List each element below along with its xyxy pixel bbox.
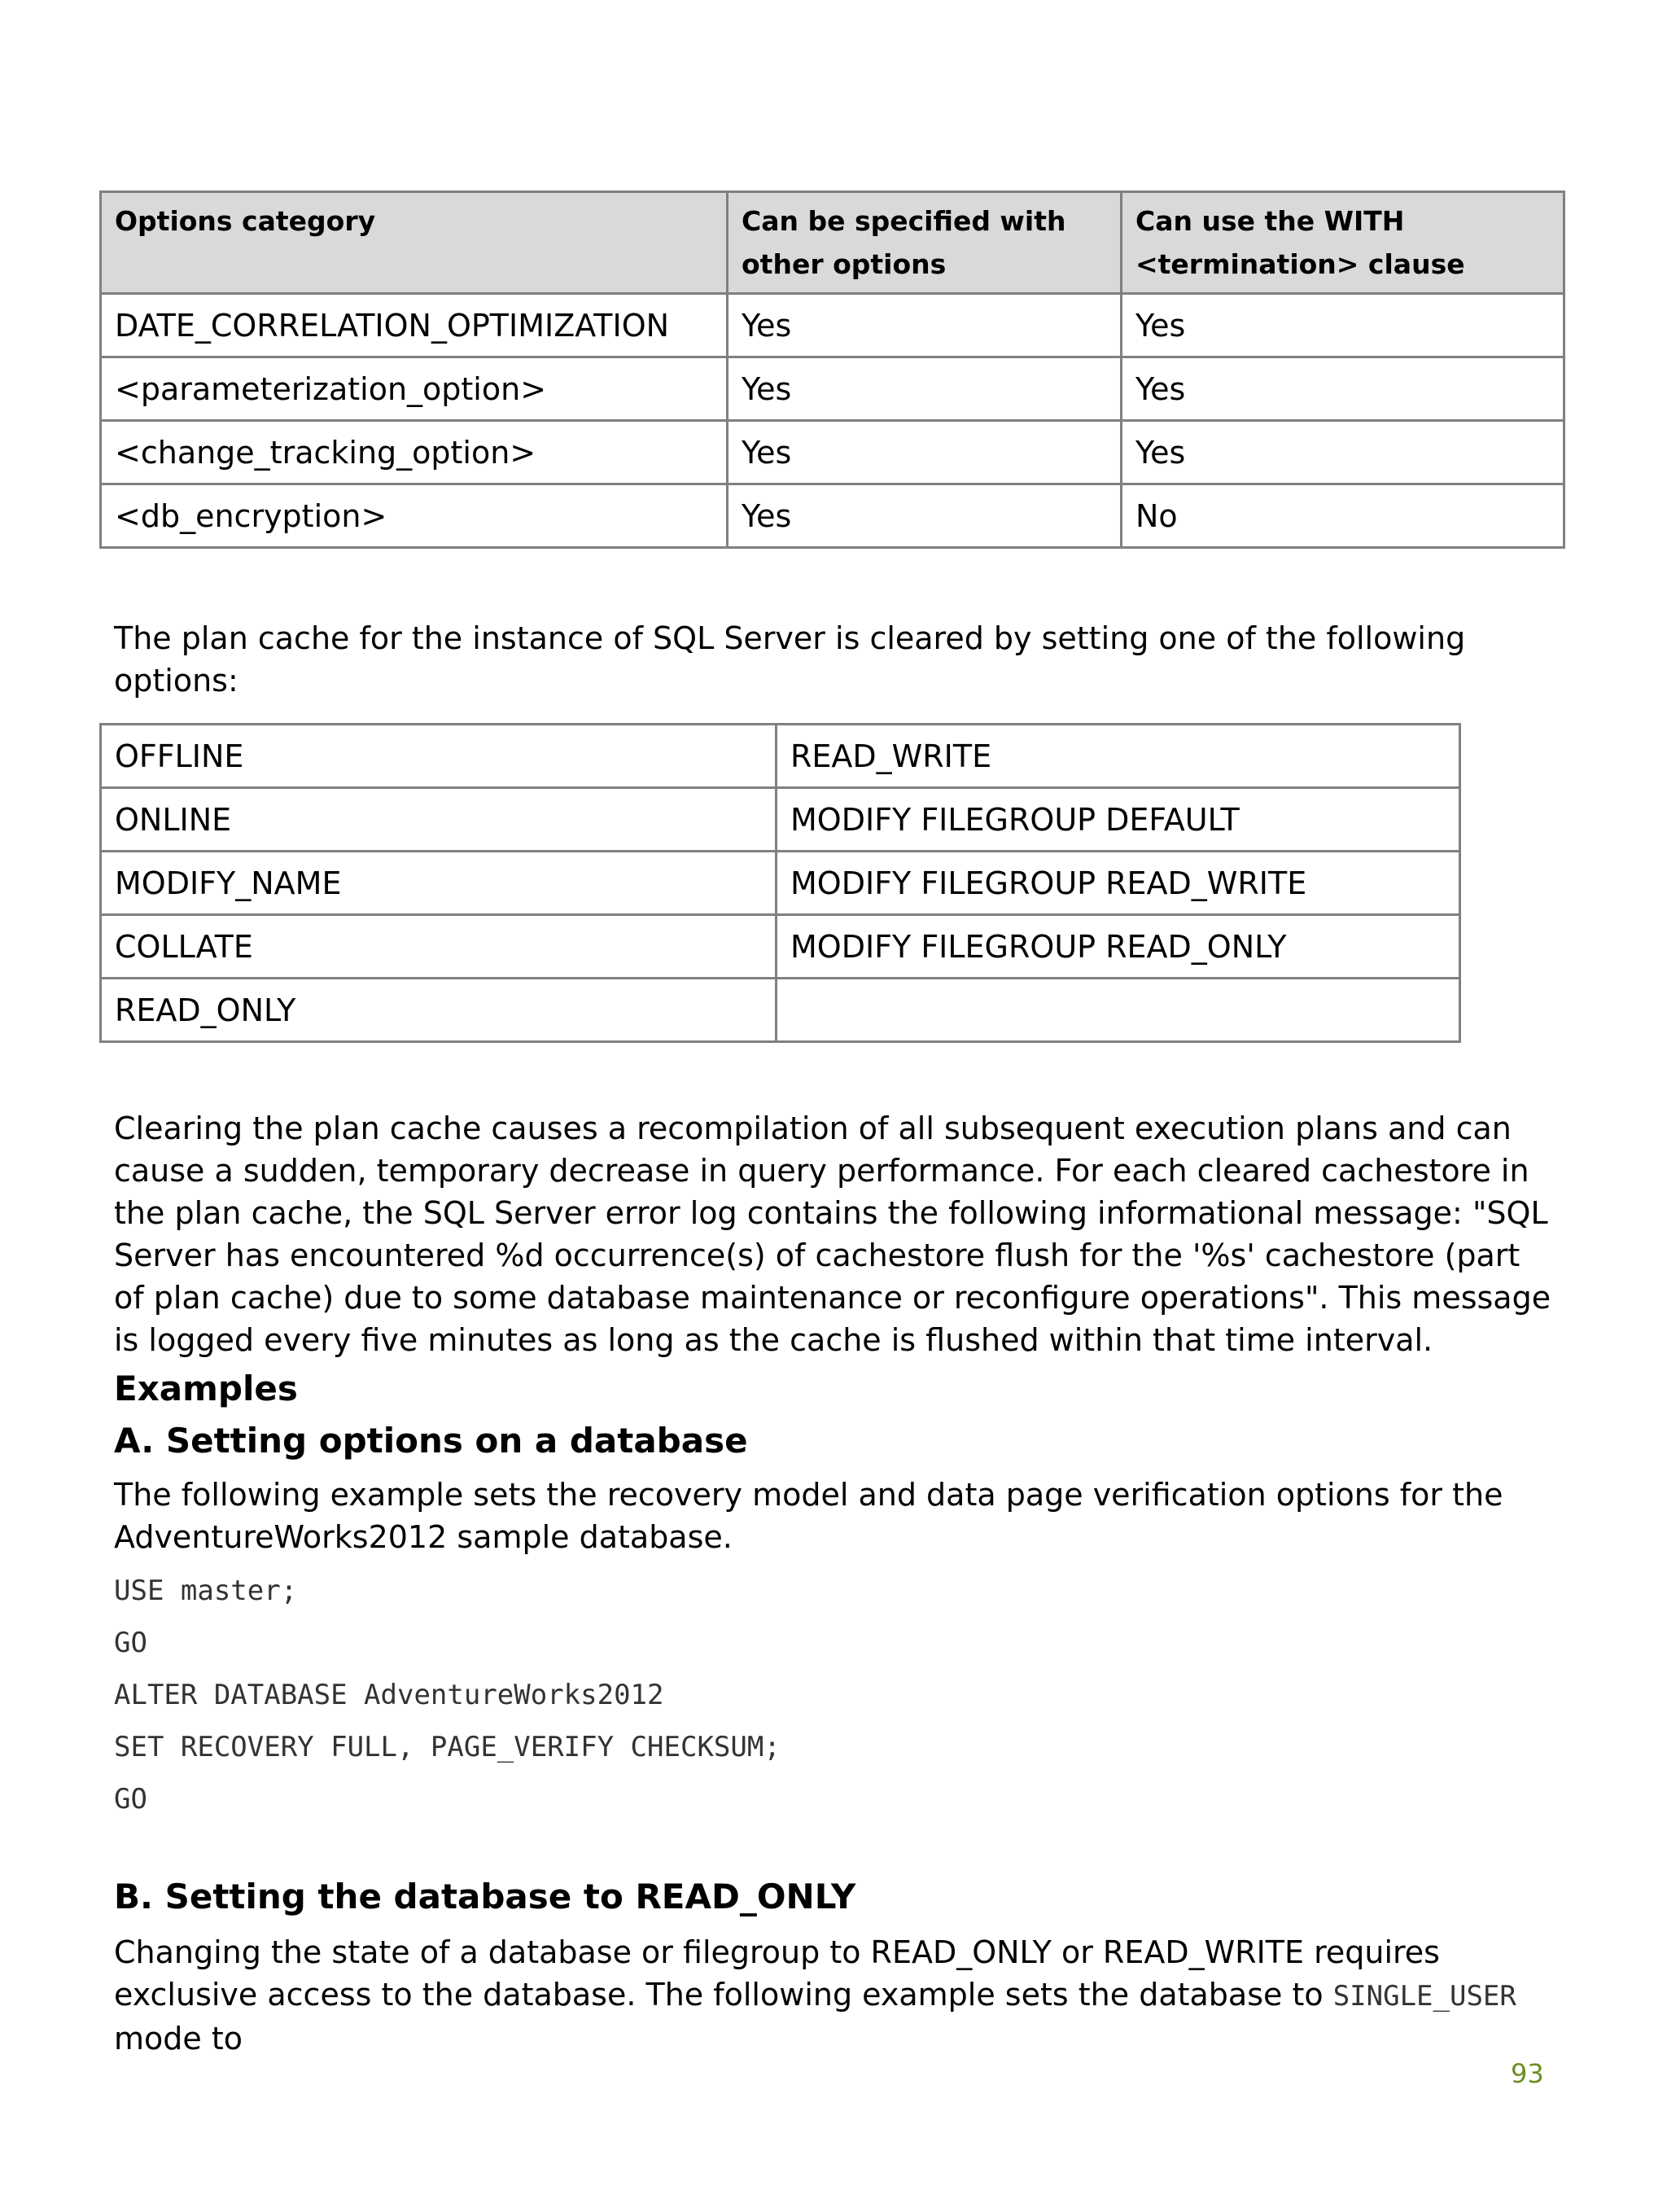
header-options-category: Options category [101, 192, 728, 294]
table-cell: Yes [1122, 357, 1564, 421]
examples-heading: Examples [114, 1369, 298, 1408]
example-b-heading: B. Setting the database to READ_ONLY [114, 1877, 856, 1916]
table-cell: ONLINE [101, 788, 777, 852]
options-category-table [99, 191, 1565, 549]
table-row [101, 915, 1460, 979]
table-cell: READ_WRITE [777, 725, 1460, 788]
table-cell [777, 979, 1460, 1042]
table-cell: Yes [728, 484, 1122, 548]
example-b-text [114, 1931, 1555, 2060]
table-cell: COLLATE [101, 915, 777, 979]
table-cell: READ_ONLY [101, 979, 777, 1042]
table-row [101, 979, 1460, 1042]
plan-cache-options-table [99, 723, 1461, 1043]
code-line: GO [114, 1627, 147, 1659]
example-b-text-after: mode to [114, 2021, 243, 2057]
table-row [101, 421, 1564, 484]
table-row [101, 357, 1564, 421]
example-a-heading: A. Setting options on a database [114, 1421, 748, 1461]
table-row [101, 788, 1460, 852]
table-row [101, 484, 1564, 548]
table-cell: <change_tracking_option> [101, 421, 728, 484]
table-cell: MODIFY FILEGROUP READ_WRITE [777, 852, 1460, 915]
table-cell: MODIFY FILEGROUP READ_ONLY [777, 915, 1460, 979]
single-user-code: SINGLE_USER [1332, 1980, 1516, 2013]
table-cell: Yes [728, 357, 1122, 421]
header-specified-with-other: Can be specified with other options [728, 192, 1122, 294]
header-with-termination: Can use the WITH <termination> clause [1122, 192, 1564, 294]
table-row [101, 294, 1564, 357]
table-cell: Yes [1122, 294, 1564, 357]
table-cell: No [1122, 484, 1564, 548]
example-a-text: The following example sets the recovery model and data page verification options for the AdventureWorks2012 sample database. [114, 1477, 1503, 1555]
clearing-paragraph: Clearing the plan cache causes a recompilation of all subsequent execution plans and can cause a sudden, temporary decrease in query performance. For each cleared cachestore in the plan cache, the SQL Server error log contains the following informational message: "SQL Server has encountered %d occurrence(s) of cachestore flush for the '%s' cachestore (part of plan cache) due to some database maintenance or reconfigure operations". This message is logged every five minutes as long as the cache is flushed within that time interval. [114, 1110, 1551, 1358]
table-cell: Yes [728, 421, 1122, 484]
code-line: SET RECOVERY FULL, PAGE_VERIFY CHECKSUM; [114, 1731, 781, 1763]
table-cell: OFFLINE [101, 725, 777, 788]
table-cell: <db_encryption> [101, 484, 728, 548]
plan-cache-intro: The plan cache for the instance of SQL Server is cleared by setting one of the following options: [114, 620, 1466, 699]
table-header-row [101, 192, 1564, 294]
code-line: USE master; [114, 1575, 298, 1607]
example-b-text-before: Changing the state of a database or filegroup to READ_ONLY or READ_WRITE requires exclusive access to the database. The following example sets the database to [114, 1934, 1440, 2013]
table-cell: <parameterization_option> [101, 357, 728, 421]
page-number: 93 [1511, 2058, 1544, 2089]
table-cell: MODIFY_NAME [101, 852, 777, 915]
table-row [101, 725, 1460, 788]
table-cell: MODIFY FILEGROUP DEFAULT [777, 788, 1460, 852]
table-row [101, 852, 1460, 915]
code-line: GO [114, 1783, 147, 1816]
table-cell: Yes [728, 294, 1122, 357]
table-cell: Yes [1122, 421, 1564, 484]
table-cell: DATE_CORRELATION_OPTIMIZATION [101, 294, 728, 357]
code-line: ALTER DATABASE AdventureWorks2012 [114, 1679, 664, 1711]
